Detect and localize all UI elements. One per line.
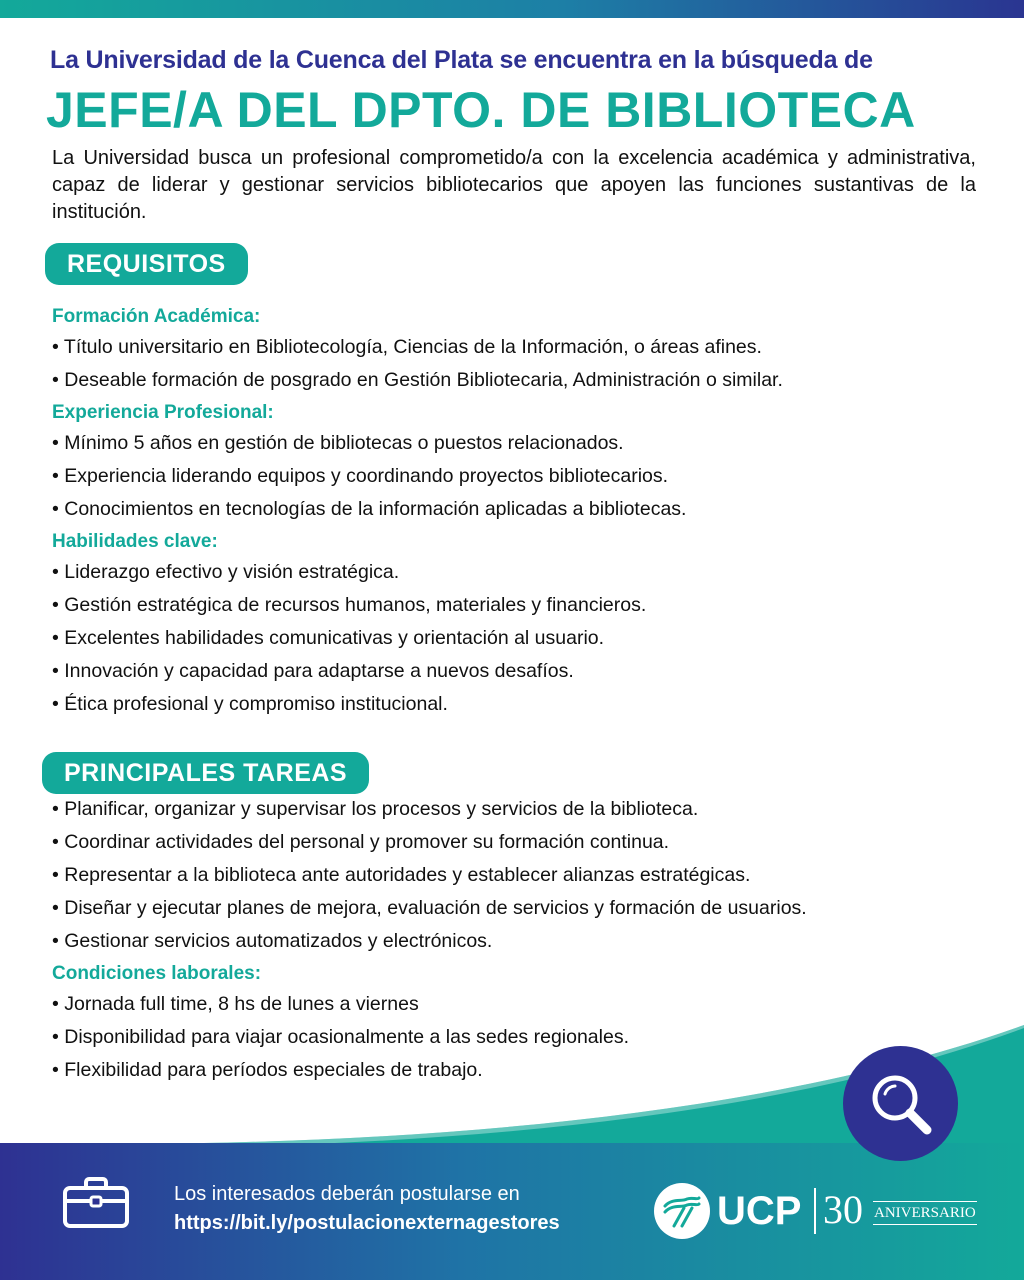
list-item: • Jornada full time, 8 hs de lunes a viernes — [52, 988, 992, 1021]
tasks-list — [52, 793, 992, 958]
anniversary-label: ANIVERSARIO — [873, 1201, 977, 1225]
list-item: • Título universitario en Bibliotecología, Ciencias de la Información, o áreas afines. — [52, 331, 992, 364]
list-item: • Coordinar actividades del personal y promover su formación continua. — [52, 826, 992, 859]
requirements-heading: REQUISITOS — [45, 243, 248, 285]
list-item: • Liderazgo efectivo y visión estratégica. — [52, 556, 992, 589]
experience-heading: Experiencia Profesional: — [52, 402, 274, 423]
skills-heading: Habilidades clave: — [52, 531, 218, 552]
list-item: • Conocimientos en tecnologías de la información aplicadas a bibliotecas. — [52, 493, 992, 526]
job-description: La Universidad busca un profesional comprometido/a con la excelencia académica y administrativa, capaz de liderar y gestionar servicios bibliotecarios que apoyen las funciones sustantivas de la institución. — [52, 147, 976, 223]
list-item: • Planificar, organizar y supervisar los procesos y servicios de la biblioteca. — [52, 793, 992, 826]
list-item: • Mínimo 5 años en gestión de bibliotecas o puestos relacionados. — [52, 427, 992, 460]
academic-list — [52, 331, 992, 397]
job-title: JEFE/A DEL DPTO. DE BIBLIOTECA — [46, 82, 916, 138]
briefcase-icon — [62, 1177, 130, 1229]
list-item: • Deseable formación de posgrado en Gestión Bibliotecaria, Administración o similar. — [52, 364, 992, 397]
ucp-logo-text: UCP — [717, 1189, 802, 1233]
list-item: • Excelentes habilidades comunicativas y orientación al usuario. — [52, 622, 992, 655]
list-item: • Flexibilidad para períodos especiales de trabajo. — [52, 1054, 992, 1087]
ucp-logo-icon — [654, 1183, 710, 1239]
experience-list — [52, 427, 992, 526]
intro-line: La Universidad de la Cuenca del Plata se encuentra en la búsqueda de — [50, 46, 873, 74]
requirements-section — [52, 301, 992, 721]
search-icon — [865, 1068, 937, 1140]
logo-divider — [814, 1188, 816, 1234]
list-item: • Ética profesional y compromiso institucional. — [52, 688, 992, 721]
apply-instructions: Los interesados deberán postularse en — [174, 1183, 520, 1205]
anniversary-number: 30 — [823, 1187, 863, 1232]
tasks-section — [52, 793, 992, 1087]
list-item: • Gestionar servicios automatizados y electrónicos. — [52, 925, 992, 958]
conditions-heading: Condiciones laborales: — [52, 963, 262, 984]
list-item: • Disponibilidad para viajar ocasionalmente a las sedes regionales. — [52, 1021, 992, 1054]
list-item: • Experiencia liderando equipos y coordinando proyectos bibliotecarios. — [52, 460, 992, 493]
apply-link[interactable]: https://bit.ly/postulacionexternagestores — [174, 1212, 560, 1234]
skills-list — [52, 556, 992, 721]
list-item: • Diseñar y ejecutar planes de mejora, evaluación de servicios y formación de usuarios. — [52, 892, 992, 925]
list-item: • Gestión estratégica de recursos humanos, materiales y financieros. — [52, 589, 992, 622]
tasks-heading: PRINCIPALES TAREAS — [42, 752, 369, 794]
list-item: • Innovación y capacidad para adaptarse a nuevos desafíos. — [52, 655, 992, 688]
list-item: • Representar a la biblioteca ante autoridades y establecer alianzas estratégicas. — [52, 859, 992, 892]
academic-heading: Formación Académica: — [52, 306, 261, 327]
